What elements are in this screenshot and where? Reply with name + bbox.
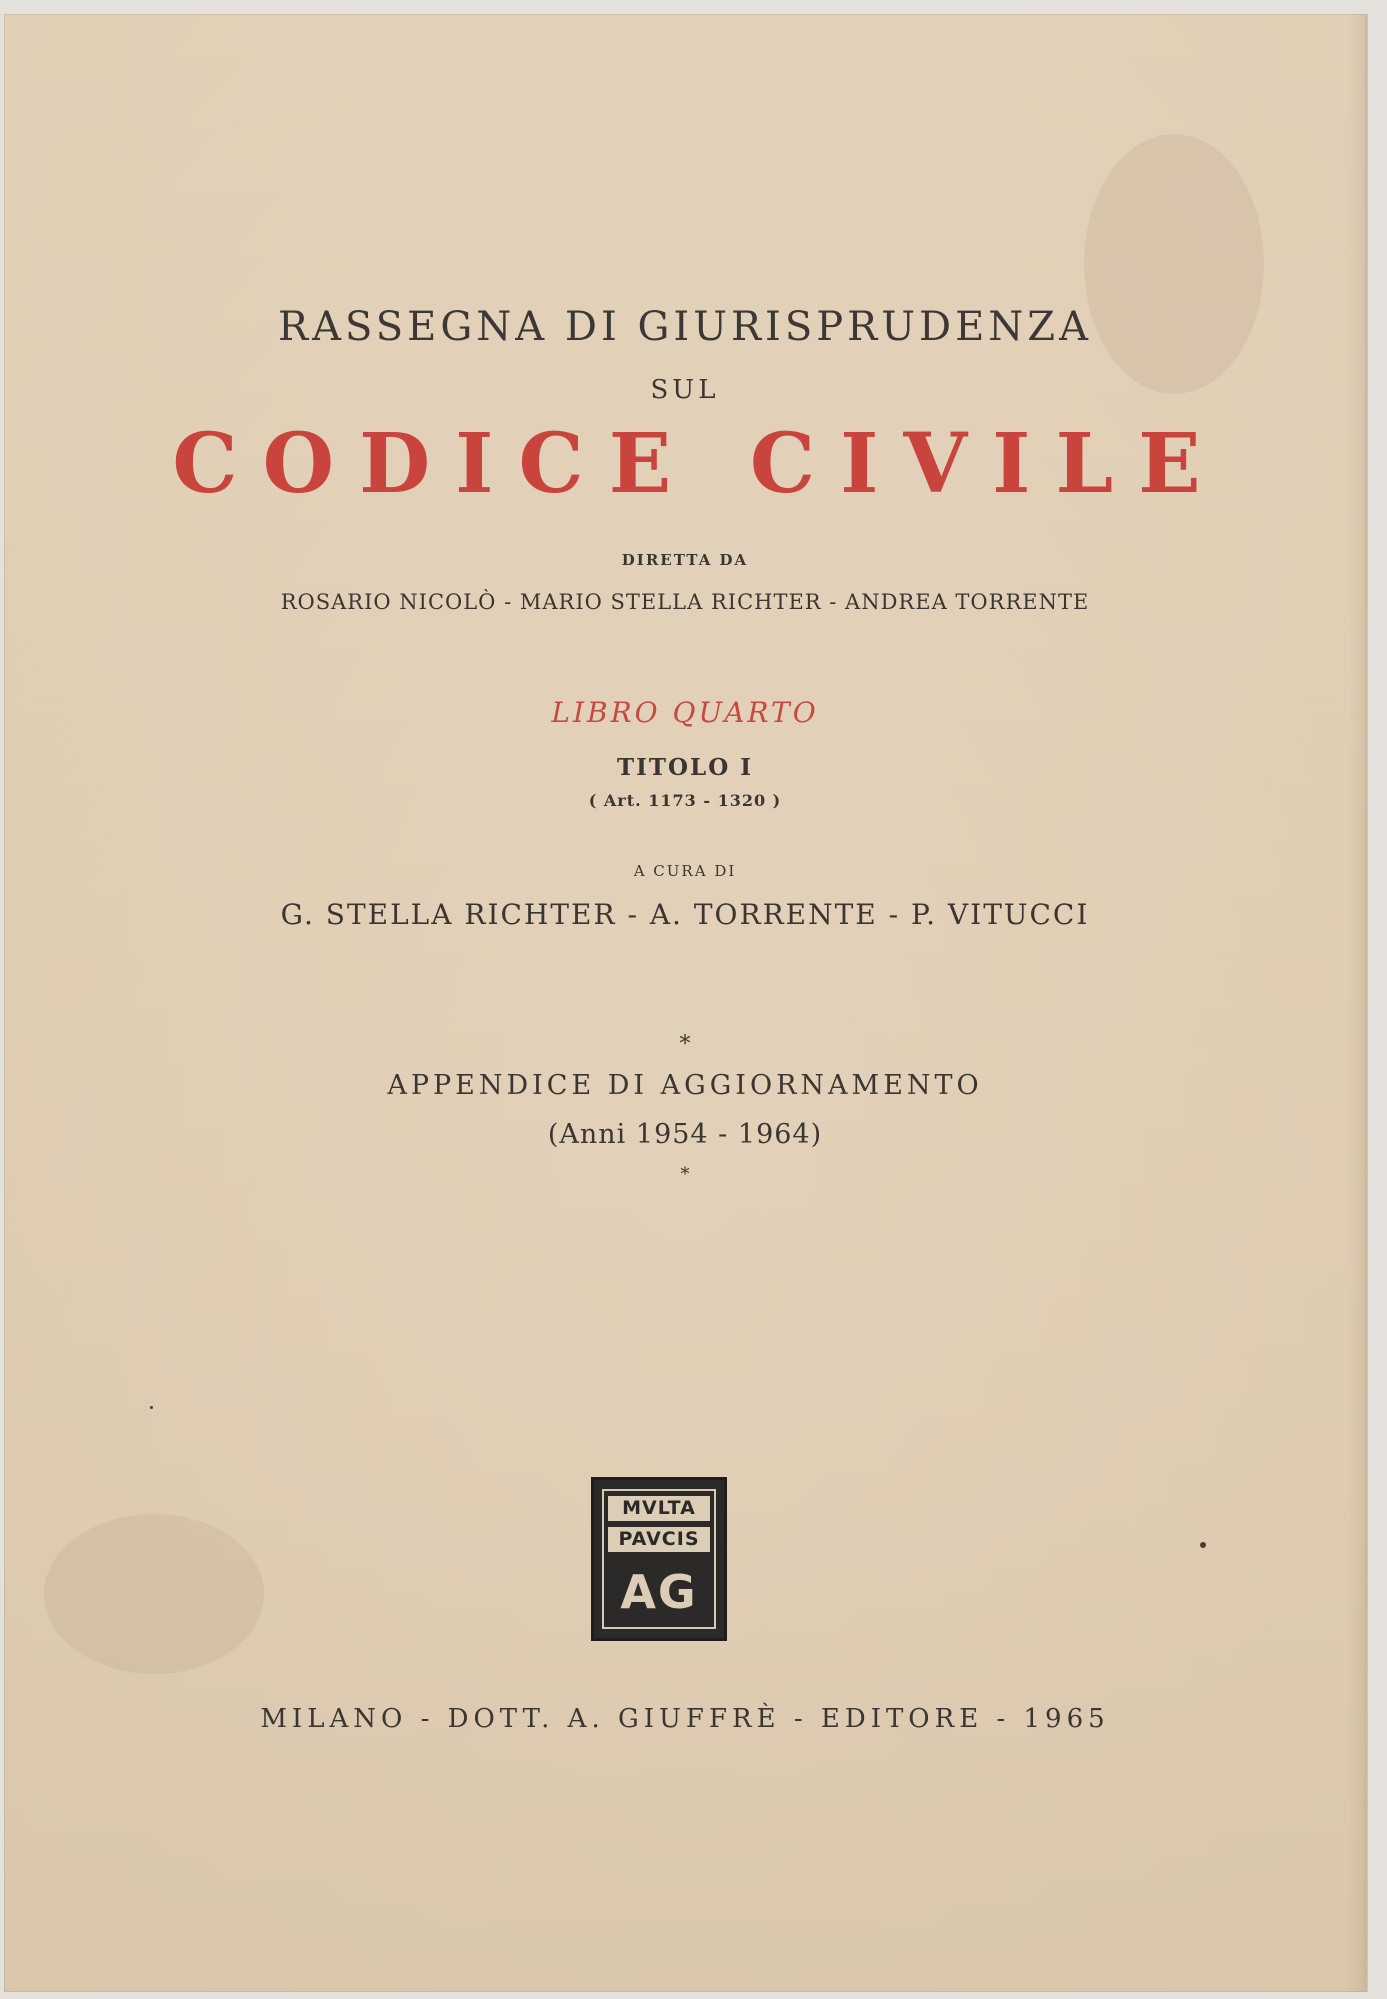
paper-stain (1084, 134, 1264, 394)
publisher-imprint: MILANO - DOTT. A. GIUFFRÈ - EDITORE - 1965 (260, 1704, 1110, 1734)
directed-by-label: DIRETTA DA (621, 551, 749, 569)
logo-frame (602, 1489, 716, 1629)
publisher-logo (591, 1477, 727, 1641)
edited-by-label: A CURA DI (633, 862, 737, 880)
paper-speck (150, 1406, 153, 1409)
logo-text-multa: MVLTA (608, 1496, 710, 1521)
appendix-years: (Anni 1954 - 1964) (547, 1119, 823, 1150)
directors-names: ROSARIO NICOLÒ - MARIO STELLA RICHTER - ANDREA TORRENTE (280, 590, 1090, 614)
logo-monogram: AG (620, 1565, 698, 1619)
book-cover (4, 14, 1368, 1992)
article-range: ( Art. 1173 - 1320 ) (588, 791, 782, 810)
appendix-title: APPENDICE DI AGGIORNAMENTO (387, 1070, 983, 1101)
editors-names: G. STELLA RICHTER - A. TORRENTE - P. VITUCCI (280, 898, 1090, 931)
subtitle-sul: SUL (650, 375, 720, 405)
asterisk-ornament: * (679, 1032, 691, 1057)
asterisk-ornament: * (680, 1164, 690, 1185)
logo-text-paucis: PAVCIS (608, 1527, 710, 1552)
title-number: TITOLO I (617, 754, 753, 781)
book-volume: LIBRO QUARTO (551, 696, 819, 729)
series-title: RASSEGNA DI GIURISPRUDENZA (278, 304, 1092, 350)
main-title: CODICE CIVILE (172, 416, 1226, 512)
paper-stain (44, 1514, 264, 1674)
paper-speck (1200, 1542, 1206, 1548)
